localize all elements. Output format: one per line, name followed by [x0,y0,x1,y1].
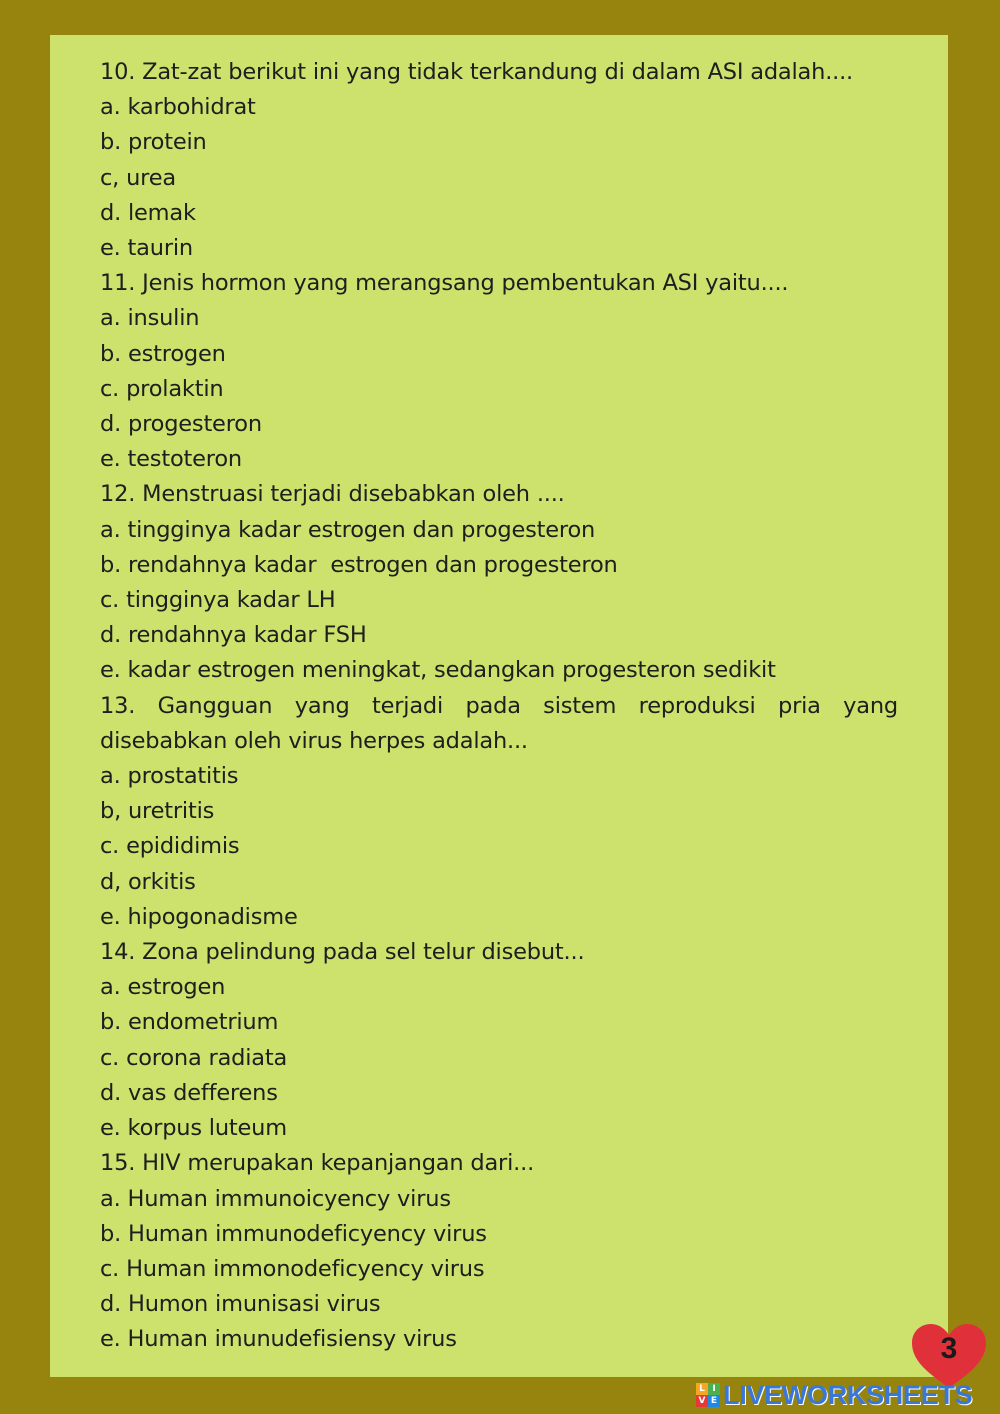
option-14c: c. corona radiata [100,1044,288,1071]
option-14d: d. vas defferens [100,1079,278,1106]
question-12: 12. Menstruasi terjadi disebabkan oleh .... [100,481,565,508]
option-11a: a. insulin [100,305,200,332]
option-15e: e. Human imunudefisiensy virus [100,1326,457,1353]
option-12e: e. kadar estrogen meningkat, sedangkan progesteron sedikit [100,657,776,684]
brand-name: LIVEWORKSHEETS [723,1379,973,1410]
liveworksheets-brand[interactable] [696,1380,972,1410]
option-12c: c. tingginya kadar LH [100,587,336,614]
option-15b: b. Human immunodeficyency virus [100,1220,487,1247]
option-12d: d. rendahnya kadar FSH [100,622,367,649]
option-11b: b. estrogen [100,340,226,367]
option-15d: d. Humon imunisasi virus [100,1291,381,1318]
option-10c: c, urea [100,164,176,191]
option-14b: b. endometrium [100,1009,279,1036]
question-11: 11. Jenis hormon yang merangsang pembentukan ASI yaitu.... [100,270,789,297]
option-14e: e. korpus luteum [100,1115,287,1142]
question-15: 15. HIV merupakan kepanjangan dari... [100,1150,535,1177]
option-14a: a. estrogen [100,974,226,1001]
logo-letter-e: E [708,1395,720,1407]
option-15c: c. Human immonodeficyency virus [100,1255,485,1282]
option-10d: d. lemak [100,199,196,226]
option-13b: b, uretritis [100,798,215,825]
option-10a: a. karbohidrat [100,94,256,121]
logo-letter-l: L [696,1383,708,1395]
option-10e: e. taurin [100,235,193,262]
option-12a: a. tingginya kadar estrogen dan progesteron [100,516,596,543]
question-13: 13. Gangguan yang terjadi pada sistem reproduksi pria yang disebabkan oleh virus herpes adalah... [100,692,898,754]
option-13c: c. epididimis [100,833,240,860]
option-11e: e. testoteron [100,446,242,473]
logo-letter-v: V [696,1395,708,1407]
option-12b: b. rendahnya kadar estrogen dan progesteron [100,551,618,578]
question-list [100,55,898,1358]
question-14: 14. Zona pelindung pada sel telur disebut... [100,939,585,966]
option-10b: b. protein [100,129,207,156]
liveworksheets-logo-icon [696,1383,720,1407]
logo-letter-i: I [708,1383,720,1395]
worksheet-page [50,35,948,1377]
option-15a: a. Human immunoicyency virus [100,1185,451,1212]
option-13e: e. hipogonadisme [100,903,298,930]
question-10: 10. Zat-zat berikut ini yang tidak terkandung di dalam ASI adalah.... [100,59,854,85]
option-11d: d. progesteron [100,411,262,438]
option-13d: d, orkitis [100,868,196,895]
page-number: 3 [940,1332,958,1365]
option-11c: c. prolaktin [100,375,224,402]
option-13a: a. prostatitis [100,763,239,790]
